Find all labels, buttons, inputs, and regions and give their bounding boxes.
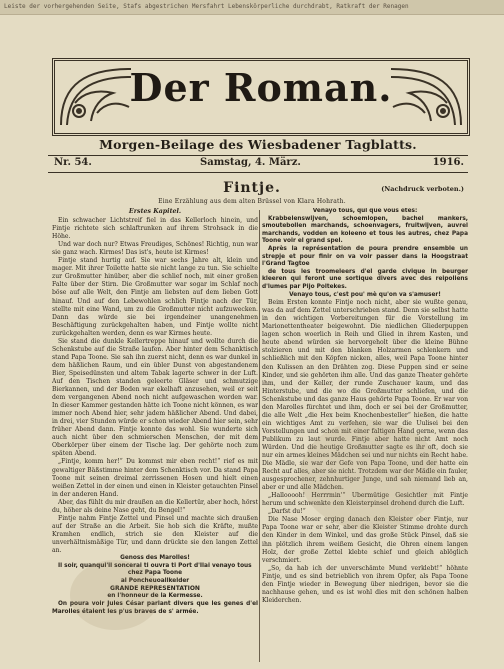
rights-note: (Nachdruck verboten.) [381,185,464,193]
notice-line: Après la représentation de poura prendre ensemble un strepje et pour finir on va voir passer dans la Hoogstraat l'Grand Tagtoe [262,245,468,268]
masthead-title: Der Roman. [129,65,393,110]
paragraph: Und war doch nur? Etwas Freudiges, Schönes! Richtig, nun war sie ganz wach. Kirmes! Das ist's, heute ist Kirmes! [52,241,258,257]
paragraph: Aber, das fühlt du mir draußen an die Kellertür, aber hoch, hörst du, höher als deine Nase geht, du Bengel!“ [52,498,258,514]
paragraph: „Hallooooh! Herrrmin'“ Ubermütige Gesichtler mit Fintje herum und schwenkte den Kleisterpinsel drohend durch die Luft. [262,492,468,508]
paragraph: Ein schwacher Lichtstreif fiel in das Kellerloch hinein, und Fintje richtete sich schlaftrunken auf ihrem Strohsack in die Höhe. [52,217,258,241]
notice-line: de tous les troomeleers d'el garde civique in beurger kleeren qui feront une sortique divers avec des reipoliens d'lumes par Pijo Poltekes. [262,268,468,290]
paragraph: Fintje stand hurtig auf. Sie war sechs Jahre alt, klein und mager. Mit ihrer Toilette hatte sie nicht lange zu tun. Sie schielte zur Großmutter hinüber, aber die schlief noch, mit einer großen Falte über der Stirn. Die Großmutter war sogar im Schlaf noch böse auf alle Welt, den Fintje am liebsten auf dem lieben Gott hinauf. Und auf den Lebewohlen schlich Fintje nach der Tür, stellte mit eine Wand, um zu die Großmutter nicht aufzuwecken. Dann das würde sie bei irgendeiner unangenehmen Beschäftigung zurückgehalten haben, und Fintje wollte nicht zurückgehalten werden, denn es war Kirmes heute. [52,257,258,337]
paragraph: Fintje nahm Fintje Zettel und Pinsel und machte sich draußen auf der Straße an die Arbeit. Sie hob sich die Kräfte, mußte Kramhen endlich, strich sie den Kleister auf die unverhältnismäßige Tür, und dann drückte sie den langen Zettel an. [52,514,258,554]
notice-line: en l'honneur de la Kermesse. [107,593,203,600]
chapter-heading: Erstes Kapitel. [128,208,182,215]
notice-line: Il soir, quanqui'il soncerai ti ouvra ti Port d'Ilai venayo tous [58,562,252,569]
issue-date: Samstag, 4. März. [200,157,301,168]
paragraph: Beim Ersten konnte Fintje noch nicht, aber sie wußte genau, was da auf dem Zettel unterschrieben stand. Denn sie selbst hatte in den wichtigen Vorbereitungen für die Vorstellung im Marionettentheater beigewohnt. Die niedlichen Gliederpuppen lagen schon woerlich in Reih und Glied in ihrem Kasten, und heute abend würden sie hervorgeholt über die kleine Bühne stolzieren und mit den blanken Holzarmen schlenkern und schließlich mit den Köpfen nicken, alles, weil Papa Toone hinter den Kulissen an den Drähten zog. Diese Puppen sind er seine Kinder, und sie gehörten ihm alle. Und das ganze Theater gehörte ihm, und der Keller, der runde Zuschauer kaum, und das Hinterstube, und die wo die Großmutter schliefen, und die Schenkstube und das ganze Haus gehörte Papa Toone. Er war von den Marolles fürchtet und ihm, doch er sei bei der Großmutter, die alle Welt „die Hex beim Knochenbesteller“ hießen, die hatte ein wichtiges Amt zu verfehen, sie war die Uulisei bei den Vorstellungen und schon mit einer faltigen Hand gerne, wenn das Publikum zu laut wurde. Fintje aber hatte nicht Amt noch Würden. Und die heutige Großmutter sagte es ihr oft, doch sie nur ein armes kleines Mädchen sei und nur nichts ein Recht habe. Die Mädle, sie war der Gefe von Papa Toone, und der hatte ein Recht auf alles, aber sie nicht. Trotzdem war der Mädle ein fauler, ausgesprochener, zehnhurtiger Junge, und sah niemand lieb an, aber er und alle Mädchen. [262,299,468,492]
notice-line: GRANDE REPRESENTATION [110,585,200,593]
paragraph: „Fintje, komm her!“ Du kommst mir eben recht!“ rief es mit gewaltiger Bäßstimme hinter dem Schenktisch vor. Da stand Papa Toone mit seinen dreimal zerrissenen Hosen und hielt einen weißen Zettel in der einen und einen in Kleister getauchten Pinsel in der anderen Hand. [52,458,258,498]
notice-line: Venayo tous, c'est pou' mè qu'on va s'amuser! [289,291,441,298]
divider-bottom [48,172,468,173]
paper-stain [300,420,440,530]
issue-number: Nr. 54. [54,157,92,168]
notice-line: Krabbelenswijven, schoemlopen, bachel mankers, smoutebollen marchands, schoenvagers, fruitwijven, auvrel marchands, vodden en koleeno et tous les autres, chez Papa Toone voir el grand spel. [262,215,468,245]
divider-top [48,155,468,156]
paragraph: „Darfst du!“ [268,508,306,516]
paragraph: Sie stand die dunkle Kellertreppe hinauf und wollte durch die Schenkstube auf die Straße laufen. Aber hinter dem Schanktisch stand Papa Toone. Sie sah ihn zuerst nicht, denn es war dunkel in dem häßlichen Raum, und ein übler Dunst von abgestandenem Bier, Speisedünsten und altem Tabak lagerte schwer in der Luft. Auf den Tischen standen geleerte Gläser und schmutzige Bierkannen, und der Boden war ekelhaft anzusehen, weil er seit dem vergangenen Abend noch nicht aufgewaschen worden war. In dieser Kammer gestanden hätte ich Toone nicht können, es war immer noch Abend hier, sehr jadem häßlicher Abend. Und dabei, in drei, vier Stunden würde er schon wieder Abend hier sein, sehr früher Abend dann. Fintje konnte das wohl. Sie wunderte sich auch nicht über den schmierschen Menschen, der mit dem Oberkörper über einem der Tische lag. Der gehörte noch zum späten Abend. [52,337,258,458]
paragraph: „So, da hab ich der unverschämte Mund verklebt!“ höhnte Fintje, und es sind betrieblich von ihrem Opfer, als Papa Toone den Fintje wieder in Bewegung über niedrigen, bevor sie die nachhause gehen, und es ist wohl dies mit den schönen halben Kleiderchen. [262,564,468,604]
notice-line: chez Papa Toone [127,570,183,577]
story-subtitle: Eine Erzählung aus dem alten Brüssel von Klara Hohrath. [158,198,346,205]
paragraph: Die Nase Moser erging danach den Kleister ober Fintje, nur Papa Toone war er sehr, aber die Kleister Stimme drohte durch den Kinder in dem Winkel, und das große Stück Pinsel, daß sie ihn plötzlich ihrem weißem Gesicht, die Ohren einem langen Holz, der große Zettel klebte schief und gleich ablöglich verschmiert. [262,516,468,564]
previous-page-strip: Leiste der vorhergehenden Seite, Stafs abgestrichen Mersfahrt Lebenskörperliche durchdrabt, Ratkraft der Renagen [0,0,504,15]
masthead [52,58,470,136]
column-divider [259,210,260,662]
masthead-subtitle: Morgen-Beilage des Wiesbadener Tagblatts. [99,137,417,152]
paper-stain [70,560,160,630]
story-title: Fintje. [223,180,281,196]
notice-line: al Poncheuoallkelder [120,577,190,584]
notice-line: On poura voir Jules César parlant divers que les genes d'el Marolles étaient les p'us braves de s' armée. [52,601,258,615]
notice-line: Genoss des Marolles! [120,555,190,562]
notice-line: Venayo tous, qui que vous êtes: [312,208,418,214]
issue-year: 1916. [432,157,464,168]
issue-line [50,157,468,171]
